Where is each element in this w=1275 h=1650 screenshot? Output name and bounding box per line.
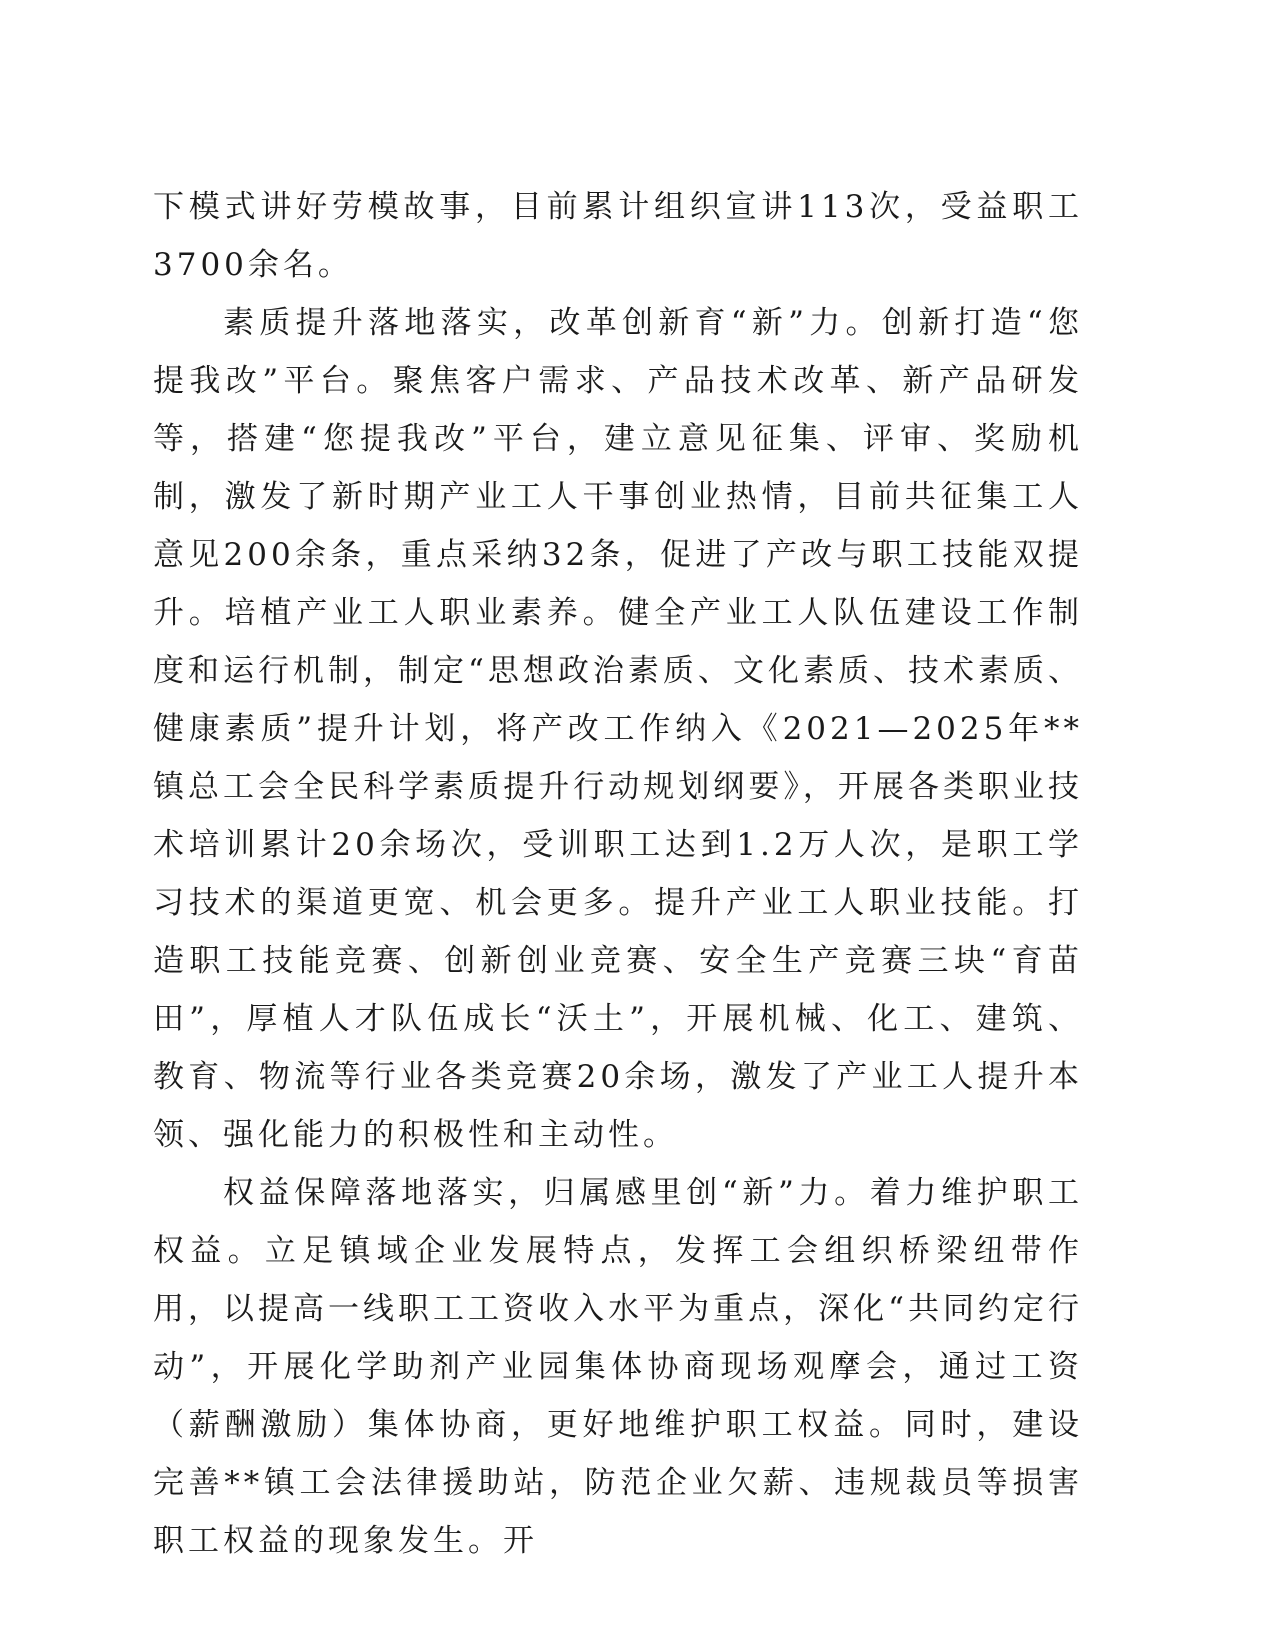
document-body [153, 178, 1083, 1570]
paragraph-quality-improvement: 素质提升落地落实，改革创新育“新”力。创新打造“您提我改”平台。聚焦客户需求、产品技术改革、新产品研发等，搭建“您提我改”平台，建立意见征集、评审、奖励机制，激发了新时期产业工人干事创业热情，目前共征集工人意见200余条，重点采纳32条，促进了产改与职工技能双提升。培植产业工人职业素养。健全产业工人队伍建设工作制度和运行机制，制定“思想政治素质、文化素质、技术素质、健康素质”提升计划，将产改工作纳入《2021—2025年**镇总工会全民科学素质提升行动规划纲要》，开展各类职业技术培训累计20余场次，受训职工达到1.2万人次，是职工学习技术的渠道更宽、机会更多。提升产业工人职业技能。打造职工技能竞赛、创新创业竞赛、安全生产竞赛三块“育苗田”，厚植人才队伍成长“沃土”，开展机械、化工、建筑、教育、物流等行业各类竞赛20余场，激发了产业工人提升本领、强化能力的积极性和主动性。 [153, 305, 1083, 1153]
paragraph-rights-protection: 权益保障落地落实，归属感里创“新”力。着力维护职工权益。立足镇域企业发展特点，发挥工会组织桥梁纽带作用，以提高一线职工工资收入水平为重点，深化“共同约定行动”，开展化学助剂产业园集体协商现场观摩会，通过工资（薪酬激励）集体协商，更好地维护职工权益。同时，建设完善**镇工会法律援助站，防范企业欠薪、违规裁员等损害职工权益的现象发生。开 [153, 1175, 1083, 1559]
paragraph-continuation: 下模式讲好劳模故事，目前累计组织宣讲113次，受益职工3700余名。 [153, 189, 1083, 283]
